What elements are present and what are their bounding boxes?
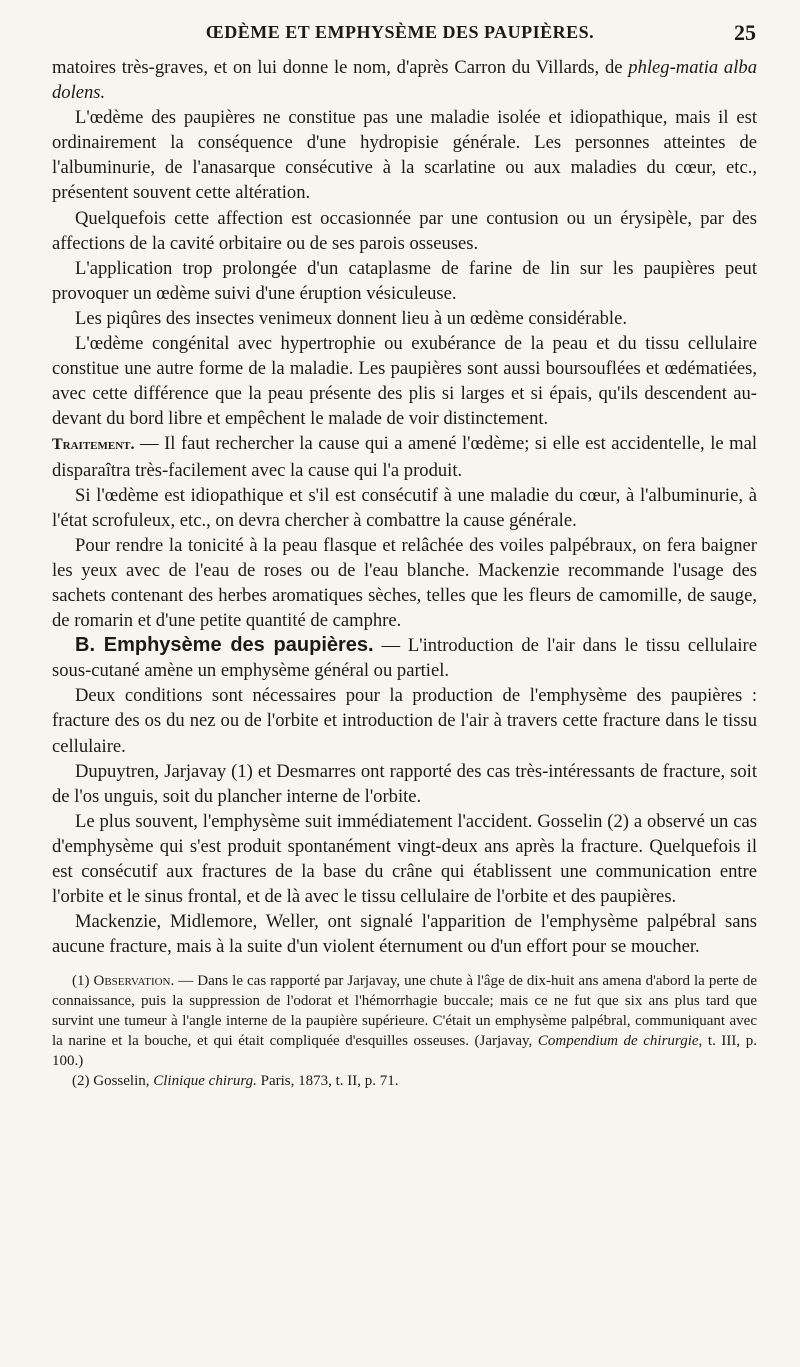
paragraph-14: Mackenzie, Midlemore, Weller, ont signalé l'apparition de l'emphysème palpébral sans aucune fracture, mais à la suite d'un violent éternument ou d'un effort pour se moucher. — [52, 911, 757, 958]
paragraph-2: L'œdème des paupières ne constitue pas une maladie isolée et idiopathique, mais il est ordinairement la conséquence d'une hydropisie générale. Les personnes atteintes de l'albuminurie, de l'anasarque consécutive à la scarlatine ou aux maladies du cœur, etc., présentent souvent cette altération. — [52, 107, 757, 204]
footnote-2-title: Clinique chirurg. — [153, 1073, 257, 1090]
paragraph-13: Le plus souvent, l'emphysème suit immédiatement l'accident. Gosselin (2) a observé un cas d'emphysème qui s'est produit spontanément vingt-deux ans après la fracture. Quelquefois il est consécutif aux fractures de la base du crâne qui établissent une communication entre l'orbite et le sinus frontal, et de là avec le tissu cellulaire de l'orbite et des paupières. — [52, 810, 757, 908]
footnote-2-end: Paris, 1873, t. II, p. 71. — [256, 1073, 399, 1090]
traitement-text: — Il faut rechercher la cause qui a amené l'œdème; si elle est accidentelle, le mal disparaîtra très-facilement avec la cause qui l'a produit. — [52, 433, 757, 481]
paragraph-11: Deux conditions sont nécessaires pour la production de l'emphysème des paupières : fracture des os du nez ou de l'orbite et introduction de l'air à travers cette fracture dans le tissu cellulaire. — [52, 685, 757, 757]
page-header — [0, 22, 800, 52]
paragraph-section-b — [52, 633, 757, 683]
paragraph-8: Si l'œdème est idiopathique et s'il est consécutif à une maladie du cœur, à l'albuminurie, à l'état scrofuleux, etc., on devra chercher à combattre la cause générale. — [52, 484, 757, 531]
paragraph-traitement — [52, 431, 757, 482]
paragraph-9: Pour rendre la tonicité à la peau flasque et relâchée des voiles palpébraux, on fera baigner les yeux avec de l'eau de roses ou de l'eau blanche. Mackenzie recommande l'usage des sachets contenant des herbes aromatiques sèches, telles que les fleurs de camomille, de sauge, de romarin et d'une petite quantité de camphre. — [52, 534, 757, 632]
footnote-1-text: — Dans le cas rapporté par Jarjavay, une chute à l'âge de dix-huit ans amena d'abord la perte de connaissance, puis la suppression de l'odorat et l'hémorrhagie buccale; mais ce ne fut que six ans plus tard que survint une tumeur à l'angle interne de la paupière supérieure. C'était un emphysème palpébral, communiquant avec la narine et la bouche, et qui était compliquée d'esquilles osseuses. (Jarjavay, — [52, 973, 757, 1050]
body-text — [52, 55, 757, 1091]
section-b-text: — L'introduction de l'air dans le tissu cellulaire sous-cutané amène un emphysème général ou partiel. — [52, 635, 757, 682]
paragraph-12: Dupuytren, Jarjavay (1) et Desmarres ont rapporté des cas très-intéressants de fracture, soit de l'os unguis, soit du plancher interne de l'orbite. — [52, 760, 757, 807]
running-head: ŒDÈME ET EMPHYSÈME DES PAUPIÈRES. — [205, 22, 595, 42]
paragraph-1-italic: phleg-matia alba dolens. — [52, 57, 757, 104]
footnote-2-text: (2) Gosselin, — [72, 1073, 154, 1090]
paragraph-4: L'application trop prolongée d'un cataplasme de farine de lin sur les paupières peut provoquer un œdème suivi d'une éruption vésiculeuse. — [52, 257, 757, 304]
traitement-heading: Traitement. — [52, 436, 135, 454]
paragraph-1 — [52, 55, 757, 105]
footnotes — [52, 971, 757, 1091]
footnote-1 — [52, 971, 757, 1071]
section-b-heading: B. Emphysème des paupières. — [75, 634, 374, 657]
paragraph-5: Les piqûres des insectes venimeux donnent lieu à un œdème considérable. — [75, 307, 627, 329]
paragraph-1-text: matoires très-graves, et on lui donne le nom, d'après Carron du Villards, de — [52, 57, 629, 78]
paragraph-3: Quelquefois cette affection est occasionnée par une contusion ou un érysipèle, par des affections de la cavité orbitaire ou de ses parois osseuses. — [52, 207, 757, 254]
footnote-1-label: (1) Observation. — [72, 973, 175, 990]
page-number: 25 — [734, 20, 756, 45]
paragraph-6: L'œdème congénital avec hypertrophie ou exubérance de la peau et du tissu cellulaire constitue une autre forme de la maladie. Les paupières sont aussi boursouflées et œdématiées, avec cette différence que la peau présente des plis si larges et si épais, qu'ils descendent au-devant du bord libre et empêchent le malade de voir distinctement. — [52, 333, 757, 430]
footnote-1-title: Compendium de chirurgie — [537, 1033, 699, 1050]
footnote-1-end: , t. III, p. 100.) — [52, 1033, 758, 1070]
footnote-2 — [52, 1071, 757, 1091]
